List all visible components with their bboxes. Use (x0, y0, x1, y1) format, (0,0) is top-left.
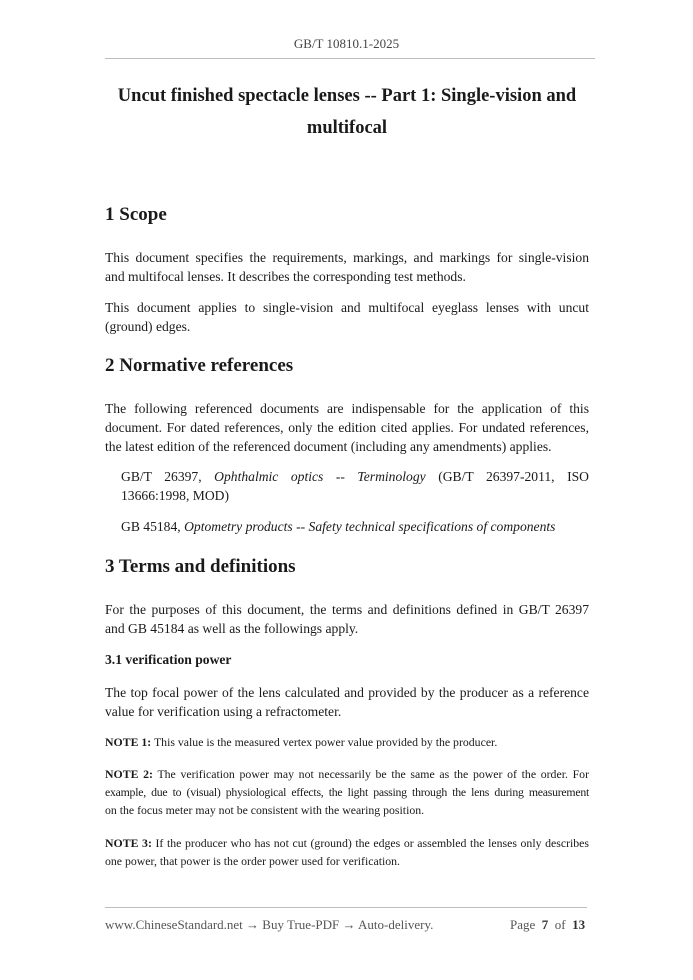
document-title (105, 80, 589, 144)
scope-paragraph-1: This document specifies the requirements, markings, and markings for single-vision and multifocal lenses. It describes the corresponding test methods. (105, 250, 589, 284)
normative-intro-paragraph: The following referenced documents are indispensable for the application of this document. For dated references, only the edition cited applies. For undated references, the latest edition of the referenced document (including any amendments) applies. (105, 401, 589, 454)
section-heading-scope: 1 Scope (105, 204, 167, 225)
section-heading-terms-definitions: 3 Terms and definitions (105, 556, 296, 577)
header-divider (105, 58, 595, 59)
scope-paragraph-2: This document applies to single-vision and multifocal eyeglass lenses with uncut (ground) edges. (105, 300, 589, 334)
section-heading-normative-references: 2 Normative references (105, 355, 294, 376)
note-3: NOTE 3: If the producer who has not cut (ground) the edges or assembled the lenses only describes one power, that power is the order power used for verification. (105, 836, 589, 868)
page-header-code: GB/T 10810.1-2025 (293, 36, 400, 51)
title-line-2: multifocal (306, 118, 388, 138)
note-2: NOTE 2: The verification power may not necessarily be the same as the power of the order. For example, due to (visual) physiological effects, the light passing through the lens during measurement on the focus meter may not be consistent with the wearing position. (105, 767, 589, 817)
page-indicator: Page 7 of 13 (510, 917, 586, 932)
reference-gb-45184: GB 45184, Optometry products -- Safety technical specifications of components (121, 519, 556, 534)
title-line-1: Uncut finished spectacle lenses -- Part 1: Single-vision and (117, 86, 577, 106)
footer-divider (105, 907, 587, 908)
term-heading-verification-power: 3.1 verification power (105, 652, 232, 667)
terms-intro-paragraph: For the purposes of this document, the terms and definitions defined in GB/T 26397 and GB 45184 as well as the followings apply. (105, 602, 589, 636)
footer-source-link[interactable]: www.ChineseStandard.net → Buy True-PDF → Auto-delivery. (105, 917, 434, 932)
reference-gbt-26397: GB/T 26397, Ophthalmic optics -- Terminology (GB/T 26397-2011, ISO 13666:1998, MOD) (121, 469, 589, 503)
current-page-number: 7 (541, 917, 549, 932)
term-definition: The top focal power of the lens calculated and provided by the producer as a reference value for verification using a refractometer. (105, 685, 589, 719)
note-1: NOTE 1: This value is the measured vertex power value provided by the producer. (105, 735, 498, 749)
total-page-number: 13 (572, 917, 586, 932)
